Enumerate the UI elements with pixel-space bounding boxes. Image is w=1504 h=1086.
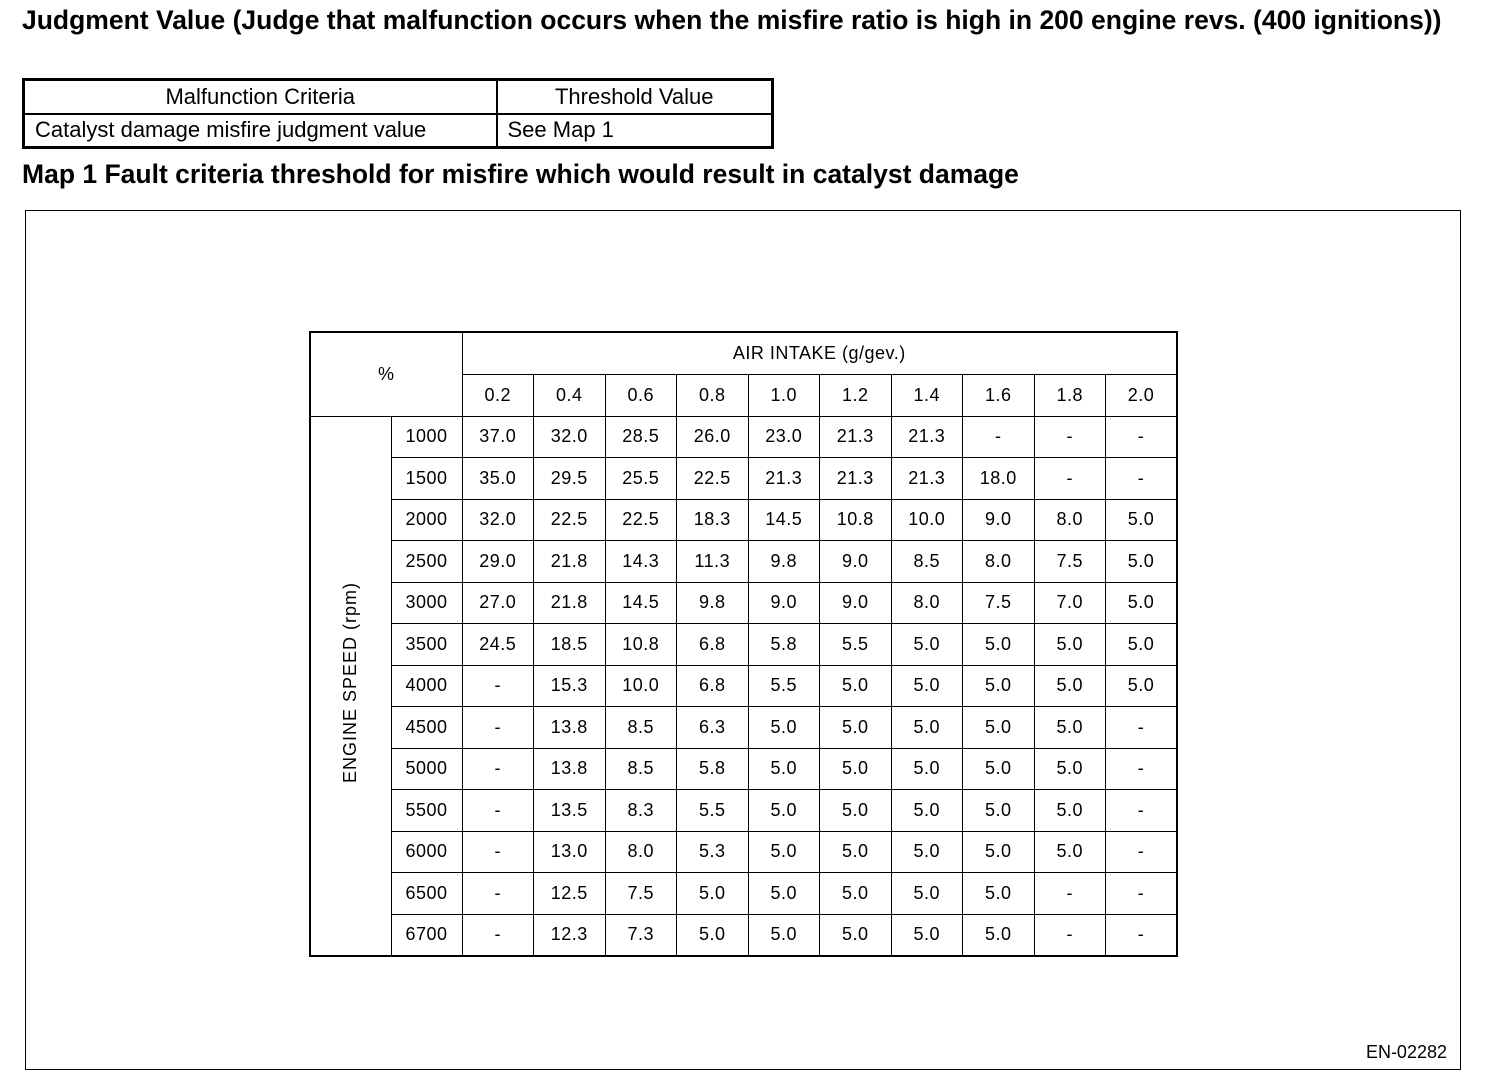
- threshold-cell: 32.0: [462, 499, 534, 541]
- threshold-cell: 8.5: [891, 541, 963, 583]
- air-intake-value: 1.4: [891, 374, 963, 416]
- threshold-cell: 5.0: [1106, 665, 1178, 707]
- map-row: [310, 790, 1177, 832]
- threshold-cell: 28.5: [605, 416, 677, 458]
- threshold-cell: -: [1106, 707, 1178, 749]
- threshold-cell: 25.5: [605, 458, 677, 500]
- threshold-cell: 5.0: [820, 831, 892, 873]
- threshold-cell: 5.0: [748, 748, 820, 790]
- threshold-cell: 5.0: [891, 873, 963, 915]
- engine-speed-title-cell: [310, 416, 391, 956]
- air-intake-value: 2.0: [1106, 374, 1178, 416]
- threshold-cell: 37.0: [462, 416, 534, 458]
- threshold-cell: 5.0: [963, 665, 1035, 707]
- threshold-cell: 21.8: [534, 582, 606, 624]
- threshold-cell: 9.8: [748, 541, 820, 583]
- threshold-cell: 5.0: [891, 790, 963, 832]
- threshold-cell: 27.0: [462, 582, 534, 624]
- map-title: Map 1 Fault criteria threshold for misfire which would result in catalyst damage: [22, 159, 1019, 189]
- threshold-cell: 12.3: [534, 914, 606, 956]
- threshold-cell: 5.0: [677, 914, 749, 956]
- threshold-cell: -: [462, 748, 534, 790]
- threshold-cell: 18.0: [963, 458, 1035, 500]
- map-row: [310, 499, 1177, 541]
- threshold-cell: 9.8: [677, 582, 749, 624]
- threshold-cell: 13.0: [534, 831, 606, 873]
- threshold-cell: 6.8: [677, 665, 749, 707]
- threshold-cell: -: [462, 914, 534, 956]
- threshold-cell: -: [462, 665, 534, 707]
- threshold-cell: 32.0: [534, 416, 606, 458]
- engine-speed-value: 5500: [391, 790, 462, 832]
- threshold-cell: 13.8: [534, 707, 606, 749]
- engine-speed-value: 3000: [391, 582, 462, 624]
- engine-speed-title: ENGINE SPEED (rpm): [340, 582, 361, 784]
- threshold-cell: 12.5: [534, 873, 606, 915]
- threshold-cell: 8.5: [605, 748, 677, 790]
- threshold-cell: -: [462, 707, 534, 749]
- threshold-cell: 29.0: [462, 541, 534, 583]
- air-intake-value: 0.6: [605, 374, 677, 416]
- threshold-cell: 5.0: [1034, 707, 1106, 749]
- threshold-cell: 23.0: [748, 416, 820, 458]
- threshold-cell: 14.3: [605, 541, 677, 583]
- engine-speed-value: 2000: [391, 499, 462, 541]
- threshold-cell: 9.0: [820, 541, 892, 583]
- threshold-cell: 8.0: [963, 541, 1035, 583]
- air-intake-value: 1.2: [820, 374, 892, 416]
- threshold-cell: 5.5: [677, 790, 749, 832]
- engine-speed-value: 4000: [391, 665, 462, 707]
- threshold-cell: 10.8: [820, 499, 892, 541]
- threshold-cell: 5.0: [748, 914, 820, 956]
- engine-speed-value: 6700: [391, 914, 462, 956]
- threshold-cell: -: [1034, 873, 1106, 915]
- threshold-cell: 13.5: [534, 790, 606, 832]
- threshold-cell: 6.8: [677, 624, 749, 666]
- threshold-cell: 15.3: [534, 665, 606, 707]
- threshold-cell: 6.3: [677, 707, 749, 749]
- engine-speed-value: 1500: [391, 458, 462, 500]
- threshold-cell: -: [1106, 790, 1178, 832]
- threshold-cell: 5.0: [891, 665, 963, 707]
- threshold-cell: 5.0: [1106, 624, 1178, 666]
- map-row: [310, 914, 1177, 956]
- threshold-cell: 5.0: [677, 873, 749, 915]
- threshold-cell: 5.3: [677, 831, 749, 873]
- threshold-cell: 10.0: [605, 665, 677, 707]
- threshold-cell: 5.0: [963, 790, 1035, 832]
- threshold-cell: 7.5: [963, 582, 1035, 624]
- threshold-cell: 7.5: [605, 873, 677, 915]
- figure-code: EN-02282: [1365, 1042, 1447, 1062]
- engine-speed-value: 4500: [391, 707, 462, 749]
- threshold-cell: 21.3: [820, 458, 892, 500]
- threshold-cell: 26.0: [677, 416, 749, 458]
- threshold-cell: 18.5: [534, 624, 606, 666]
- threshold-cell: 5.0: [1034, 790, 1106, 832]
- threshold-cell: 7.0: [1034, 582, 1106, 624]
- threshold-cell: 5.0: [1034, 665, 1106, 707]
- threshold-cell: 5.0: [1034, 748, 1106, 790]
- threshold-cell: -: [1106, 873, 1178, 915]
- air-intake-value: 1.8: [1034, 374, 1106, 416]
- threshold-cell: -: [1106, 831, 1178, 873]
- threshold-cell: -: [1034, 458, 1106, 500]
- threshold-cell: 5.0: [963, 748, 1035, 790]
- criteria-row: [24, 114, 773, 148]
- judgment-value-heading: Judgment Value (Judge that malfunction occurs when the misfire ratio is high in 200 engine revs. (400 ignitions)): [22, 5, 1442, 35]
- threshold-cell: 5.0: [748, 873, 820, 915]
- threshold-cell: 5.0: [748, 831, 820, 873]
- threshold-cell: 7.5: [1034, 541, 1106, 583]
- threshold-cell: 14.5: [748, 499, 820, 541]
- threshold-cell: -: [462, 790, 534, 832]
- map-row: [310, 582, 1177, 624]
- threshold-cell: 5.0: [748, 707, 820, 749]
- map-row: [310, 748, 1177, 790]
- threshold-cell: 5.0: [820, 790, 892, 832]
- threshold-cell: -: [462, 831, 534, 873]
- engine-speed-value: 2500: [391, 541, 462, 583]
- threshold-cell: 24.5: [462, 624, 534, 666]
- threshold-cell: 5.0: [748, 790, 820, 832]
- threshold-cell: 5.0: [820, 707, 892, 749]
- threshold-cell: 9.0: [820, 582, 892, 624]
- threshold-cell: 22.5: [605, 499, 677, 541]
- threshold-cell: 7.3: [605, 914, 677, 956]
- criteria-cell-malfunction: Catalyst damage misfire judgment value: [24, 114, 497, 148]
- threshold-cell: 5.8: [748, 624, 820, 666]
- threshold-cell: 8.0: [1034, 499, 1106, 541]
- air-intake-value: 0.8: [677, 374, 749, 416]
- threshold-cell: 9.0: [748, 582, 820, 624]
- map-row: [310, 665, 1177, 707]
- criteria-header-row: [24, 80, 773, 114]
- threshold-cell: 9.0: [963, 499, 1035, 541]
- threshold-cell: 21.3: [820, 416, 892, 458]
- threshold-cell: 5.5: [748, 665, 820, 707]
- map-row: [310, 831, 1177, 873]
- threshold-cell: 22.5: [534, 499, 606, 541]
- map-header-row: [310, 332, 1177, 374]
- threshold-cell: 11.3: [677, 541, 749, 583]
- threshold-cell: 5.0: [963, 707, 1035, 749]
- threshold-cell: 5.0: [891, 707, 963, 749]
- threshold-cell: 21.3: [891, 458, 963, 500]
- threshold-cell: 5.0: [963, 831, 1035, 873]
- air-intake-value: 0.4: [534, 374, 606, 416]
- threshold-cell: 5.0: [891, 914, 963, 956]
- threshold-cell: 5.0: [963, 914, 1035, 956]
- threshold-cell: -: [1106, 914, 1178, 956]
- threshold-cell: -: [462, 873, 534, 915]
- criteria-cell-threshold: See Map 1: [497, 114, 773, 148]
- map-row: [310, 707, 1177, 749]
- threshold-cell: 5.0: [1106, 582, 1178, 624]
- threshold-cell: 5.0: [820, 873, 892, 915]
- threshold-cell: 10.8: [605, 624, 677, 666]
- threshold-cell: -: [1106, 416, 1178, 458]
- threshold-cell: -: [963, 416, 1035, 458]
- threshold-cell: 5.0: [891, 831, 963, 873]
- map-row: [310, 541, 1177, 583]
- map-row: [310, 624, 1177, 666]
- threshold-cell: -: [1106, 458, 1178, 500]
- threshold-cell: -: [1034, 416, 1106, 458]
- threshold-cell: 8.0: [605, 831, 677, 873]
- threshold-cell: 5.0: [820, 665, 892, 707]
- air-intake-value: 1.0: [748, 374, 820, 416]
- threshold-cell: 22.5: [677, 458, 749, 500]
- threshold-cell: 5.5: [820, 624, 892, 666]
- threshold-cell: 5.0: [1034, 831, 1106, 873]
- map-row: [310, 873, 1177, 915]
- malfunction-criteria-table: [22, 78, 774, 149]
- threshold-cell: 5.0: [1034, 624, 1106, 666]
- criteria-header-threshold: Threshold Value: [497, 80, 773, 114]
- threshold-cell: 29.5: [534, 458, 606, 500]
- threshold-cell: -: [1106, 748, 1178, 790]
- misfire-threshold-map: [309, 331, 1178, 957]
- threshold-cell: 21.3: [748, 458, 820, 500]
- threshold-cell: 5.0: [891, 624, 963, 666]
- engine-speed-value: 5000: [391, 748, 462, 790]
- threshold-cell: 13.8: [534, 748, 606, 790]
- threshold-cell: 10.0: [891, 499, 963, 541]
- map-row: [310, 416, 1177, 458]
- threshold-cell: 5.0: [1106, 541, 1178, 583]
- threshold-cell: 35.0: [462, 458, 534, 500]
- map-corner-label: %: [310, 332, 462, 416]
- engine-speed-value: 3500: [391, 624, 462, 666]
- threshold-cell: 21.3: [891, 416, 963, 458]
- threshold-cell: 8.3: [605, 790, 677, 832]
- threshold-cell: 5.8: [677, 748, 749, 790]
- threshold-cell: 5.0: [1106, 499, 1178, 541]
- threshold-cell: 5.0: [820, 914, 892, 956]
- air-intake-value: 0.2: [462, 374, 534, 416]
- threshold-cell: 5.0: [963, 624, 1035, 666]
- threshold-cell: 14.5: [605, 582, 677, 624]
- threshold-cell: 5.0: [820, 748, 892, 790]
- threshold-cell: 21.8: [534, 541, 606, 583]
- air-intake-title: AIR INTAKE (g/gev.): [462, 332, 1177, 374]
- threshold-cell: 5.0: [963, 873, 1035, 915]
- map-row: [310, 458, 1177, 500]
- air-intake-value: 1.6: [963, 374, 1035, 416]
- engine-speed-value: 6000: [391, 831, 462, 873]
- threshold-cell: -: [1034, 914, 1106, 956]
- threshold-cell: 8.0: [891, 582, 963, 624]
- engine-speed-value: 6500: [391, 873, 462, 915]
- criteria-header-malfunction: Malfunction Criteria: [24, 80, 497, 114]
- engine-speed-value: 1000: [391, 416, 462, 458]
- threshold-cell: 8.5: [605, 707, 677, 749]
- threshold-cell: 5.0: [891, 748, 963, 790]
- threshold-cell: 18.3: [677, 499, 749, 541]
